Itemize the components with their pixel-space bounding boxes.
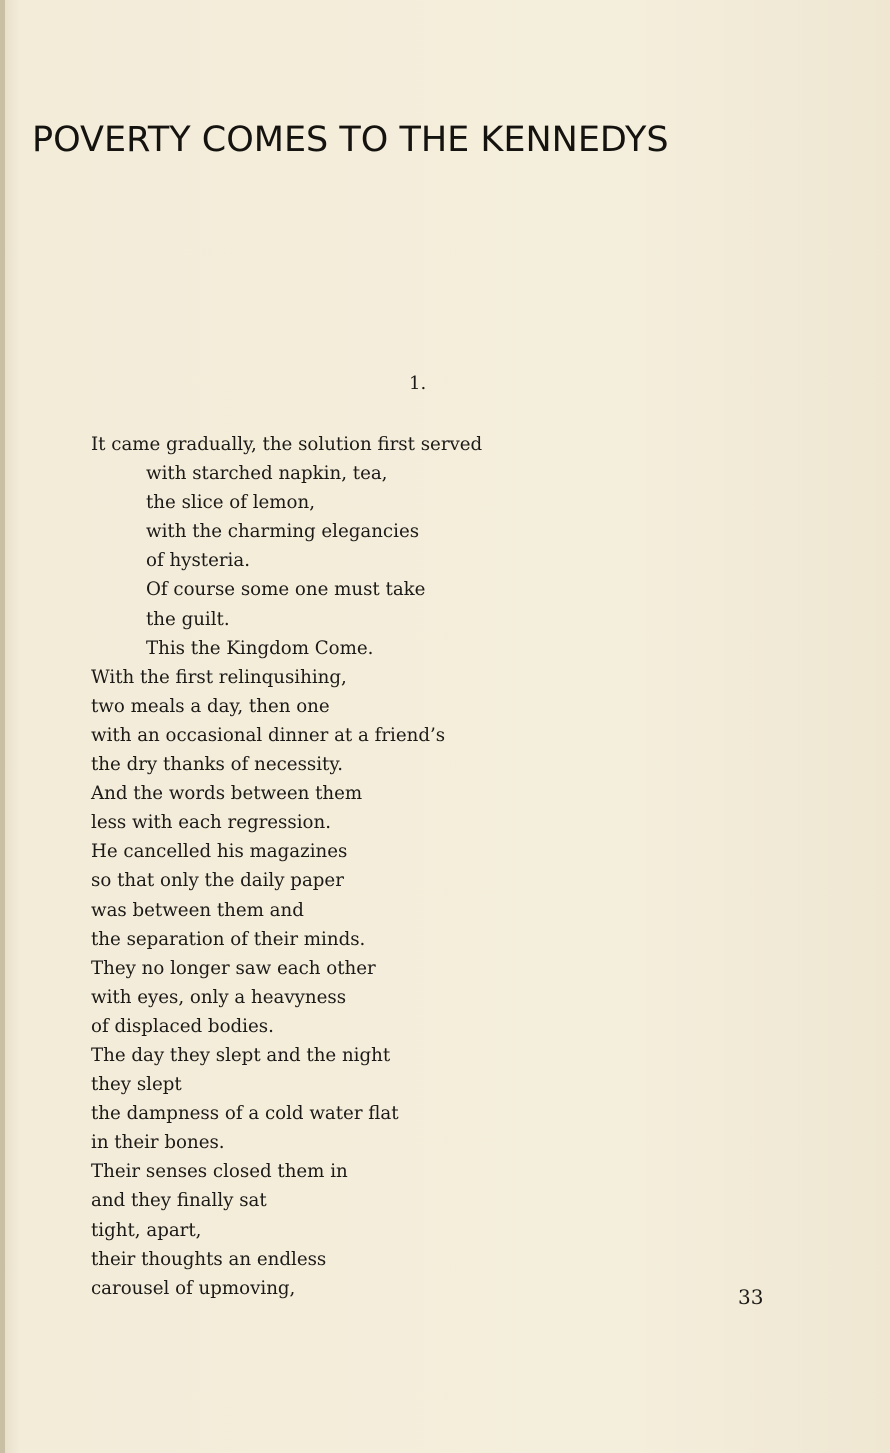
- poem-line: This the Kingdom Come.: [146, 637, 374, 659]
- poem-line: and they finally sat: [91, 1190, 267, 1212]
- poem-line: And the words between them: [91, 783, 363, 805]
- poem-body: [91, 430, 651, 1303]
- poem-line: The day they slept and the night: [91, 1044, 391, 1066]
- poem-line: they slept: [91, 1074, 182, 1096]
- poem-line: He cancelled his magazines: [91, 841, 348, 863]
- poem-line: the guilt.: [146, 608, 230, 630]
- poem-line: was between them and: [91, 899, 304, 921]
- poem-line: the separation of their minds.: [91, 928, 366, 950]
- poem-line: so that only the daily paper: [91, 870, 344, 892]
- poem-line: less with each regression.: [91, 812, 331, 834]
- poem-line: the dry thanks of necessity.: [91, 754, 343, 776]
- poem-line: carousel of upmoving,: [91, 1277, 296, 1299]
- section-number: 1.: [409, 373, 427, 394]
- poem-line: Their senses closed them in: [91, 1161, 348, 1183]
- poem-line: with eyes, only a heavyness: [91, 986, 347, 1008]
- poem-line: They no longer saw each other: [91, 957, 376, 979]
- poem-title: POVERTY COMES TO THE KENNEDYS: [32, 120, 669, 160]
- poem-line: in their bones.: [91, 1132, 225, 1154]
- poem-line: with the charming elegancies: [146, 521, 420, 543]
- poem-line: with an occasional dinner at a friend’s: [91, 724, 446, 746]
- poem-line: the slice of lemon,: [146, 492, 315, 514]
- poem-line: It came gradually, the solution first served: [91, 434, 483, 455]
- poem-line: the dampness of a cold water flat: [91, 1103, 399, 1125]
- poem-line: tight, apart,: [91, 1219, 202, 1241]
- poem-line: With the first relinqusihing,: [91, 666, 347, 688]
- poem-line: their thoughts an endless: [91, 1248, 327, 1270]
- page-gutter: [0, 0, 5, 1453]
- poem-line: with starched napkin, tea,: [146, 463, 388, 485]
- poem-line: of displaced bodies.: [91, 1015, 274, 1037]
- poem-line: two meals a day, then one: [91, 695, 330, 717]
- poem-line: Of course some one must take: [146, 579, 426, 601]
- page-number: 33: [738, 1285, 764, 1309]
- poem-line: of hysteria.: [146, 550, 250, 572]
